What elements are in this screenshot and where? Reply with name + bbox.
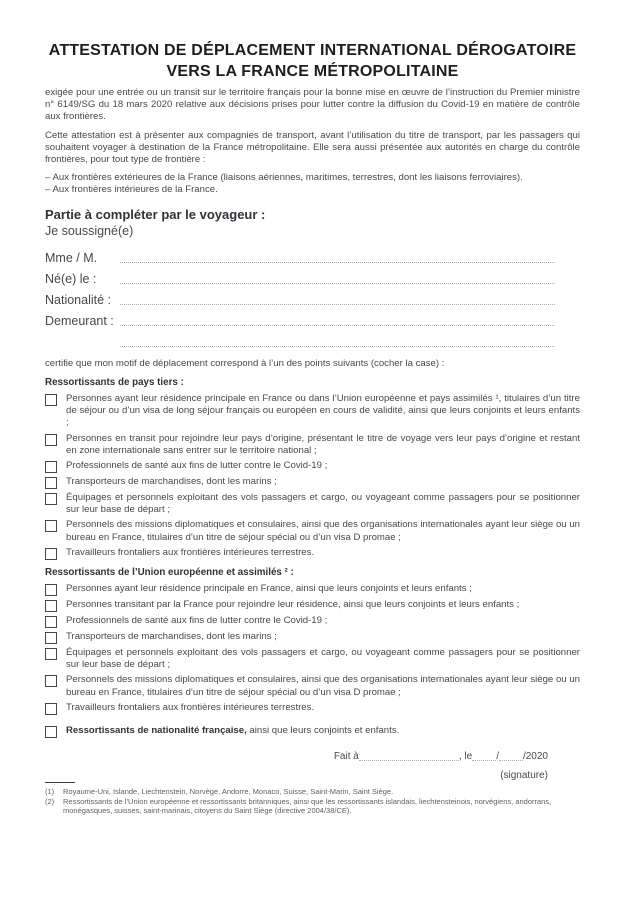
- checkbox-item: [45, 702, 580, 715]
- le-label: , le: [458, 750, 473, 762]
- checkbox-eu-residence[interactable]: [45, 584, 57, 596]
- address-field-input-line[interactable]: [120, 324, 555, 326]
- address-field-label: Demeurant :: [45, 313, 114, 328]
- field-row-nationality: [45, 287, 580, 308]
- checkbox-item: [45, 647, 580, 671]
- checkbox-item-label: Personnes transitant par la France pour rejoindre leur résidence, ainsi que leurs conjoints et leurs enfants ;: [66, 599, 520, 611]
- frontier-item-exterior: – Aux frontières extérieures de la France (liaisons aériennes, maritimes, terrestres, dont les liaisons ferroviaires).: [45, 172, 523, 184]
- frontier-item-interior: – Aux frontières intérieures de la France.: [45, 184, 218, 196]
- footnotes: [45, 782, 580, 816]
- french-nationals-bold-text: Ressortissants de nationalité française,: [66, 724, 247, 736]
- checkbox-item: [45, 599, 580, 612]
- checkbox-item: [45, 476, 580, 489]
- checkbox-item-label: Transporteurs de marchandises, dont les marins ;: [66, 631, 277, 643]
- year-label: /2020: [522, 750, 548, 762]
- traveler-fields: [45, 245, 580, 350]
- checkbox-item-label: Travailleurs frontaliers aux frontières intérieures terrestres.: [66, 701, 315, 713]
- checkbox-eu-diplomatic[interactable]: [45, 675, 57, 687]
- checkbox-item-label: Personnels des missions diplomatiques et consulaires, ainsi que des organisations internationales ayant leur siège ou un bureau en France, titulaires d’un titre de séjour spécial ou d’un visa D promae ;: [66, 674, 580, 698]
- checkbox-item-label: Équipages et personnels exploitant des vols passagers et cargo, ou voyageant comme passagers pour se positionner sur leur base de départ ;: [66, 647, 580, 671]
- birthdate-field-label: Né(e) le :: [45, 271, 97, 286]
- checkbox-eu-freight[interactable]: [45, 632, 57, 644]
- checkbox-item-label: Travailleurs frontaliers aux frontières intérieures terrestres.: [66, 546, 315, 558]
- frontier-list: [45, 172, 580, 196]
- checkbox-eu-health[interactable]: [45, 616, 57, 628]
- checkbox-item: [45, 460, 580, 473]
- intro-paragraph-2: Cette attestation est à présenter aux compagnies de transport, avant l’utilisation du titre de transport, par les passagers qui souhaitent voyager à destination de la France métropolitaine. Elle sera aussi présentée aux autorités en charge du contrôle frontières, pour tout type de frontière :: [45, 129, 580, 166]
- checkbox-item: [45, 615, 580, 628]
- document-title: [45, 40, 580, 82]
- nationality-field-label: Nationalité :: [45, 292, 112, 307]
- checkbox-third-country-transit[interactable]: [45, 434, 57, 446]
- document-title-line2: VERS LA FRANCE MÉTROPOLITAINE: [166, 63, 459, 80]
- name-field-label: Mme / M.: [45, 250, 98, 265]
- checkbox-item-label: Personnels des missions diplomatiques et consulaires, ainsi que des organisations internationales ayant leur siège ou un bureau en France, titulaires d’un titre de séjour spécial ou d’un visa D promae ;: [66, 519, 580, 543]
- signature-caption: (signature): [500, 769, 548, 781]
- place-input-line[interactable]: [359, 759, 459, 761]
- month-input-line[interactable]: [499, 759, 523, 761]
- checkbox-item: [45, 583, 580, 596]
- checkbox-third-country-diplomatic[interactable]: [45, 520, 57, 532]
- checkbox-item-label: Équipages et personnels exploitant des vols passagers et cargo, ou voyageant comme passagers pour se positionner sur leur base de départ ;: [66, 492, 580, 516]
- signature-date-row: [45, 750, 580, 764]
- checkbox-eu-border-workers[interactable]: [45, 703, 57, 715]
- soussigne-label: Je soussigné(e): [45, 223, 134, 238]
- checkbox-item: [45, 674, 580, 698]
- checkbox-third-country-crew[interactable]: [45, 493, 57, 505]
- checkbox-eu-transit[interactable]: [45, 600, 57, 612]
- certify-statement: certifie que mon motif de déplacement correspond à l’un des points suivants (cocher la case) :: [45, 357, 445, 369]
- checkbox-item: [45, 492, 580, 516]
- intro-paragraph-1: exigée pour une entrée ou un transit sur le territoire français pour la bonne mise en œuvre de l’instruction du Premier ministre n° 6149/SG du 18 mars 2020 relative aux décisions prises pour lutter contre la diffusion du Covid-19 en matière de contrôle aux frontières.: [45, 87, 580, 123]
- footnote-divider: [45, 782, 75, 783]
- footnote-1-text: Royaume-Uni, Islande, Liechtenstein, Norvège, Andorre, Monaco, Suisse, Saint-Marin, Saint Siège.: [63, 787, 394, 796]
- checkbox-third-country-border-workers[interactable]: [45, 548, 57, 560]
- checkbox-eu-crew[interactable]: [45, 648, 57, 660]
- field-row-name: [45, 245, 580, 266]
- checkbox-french-nationals[interactable]: [45, 726, 57, 738]
- field-row-address: [45, 308, 580, 329]
- fait-a-label: Fait à: [333, 750, 359, 762]
- traveler-section-heading: Partie à compléter par le voyageur :: [45, 206, 266, 222]
- checkbox-item: [45, 433, 580, 457]
- footnote-2-text: Ressortissants de l’Union européenne et ressortissants britanniques, ainsi que les ressortissants islandais, liechtensteinois, norvégiens, andorrans, monégasques, suisses, saint-marinais, citoyens du Saint Siège (directive 2004/38/CE).: [63, 796, 552, 816]
- field-row-address-2: [45, 329, 580, 350]
- name-field-input-line[interactable]: [120, 261, 555, 263]
- checkbox-item-french-nationals: [45, 725, 580, 738]
- footnote-1-number: (1): [45, 787, 55, 796]
- date-slash: /: [496, 750, 499, 762]
- checkbox-item-label: [66, 725, 580, 738]
- birthdate-field-input-line[interactable]: [120, 282, 555, 284]
- checkbox-item-label: Personnes ayant leur résidence principale en France, ainsi que leurs conjoints et leurs enfants ;: [66, 583, 472, 595]
- footnote-2: [45, 797, 580, 816]
- checkbox-item: [45, 547, 580, 560]
- nationality-field-input-line[interactable]: [120, 303, 555, 305]
- eu-heading: Ressortissants de l’Union européenne et assimilés ² :: [45, 566, 294, 578]
- footnote-2-number: (2): [45, 796, 55, 806]
- checkbox-item-label: Personnes en transit pour rejoindre leur pays d’origine, présentant le titre de voyage vers leur pays d’origine et restant en zone internationale sans entrer sur le territoire national ;: [66, 432, 580, 456]
- checkbox-item-label: Personnes ayant leur résidence principale en France ou dans l’Union européenne et pays assimilés ¹, titulaires d’un titre de séjour ou d’un visa de long séjour français ou européen en cours de validité, ainsi que leurs conjoints et leurs enfants ;: [66, 393, 580, 429]
- checkbox-item: [45, 519, 580, 543]
- checkbox-item-label: Professionnels de santé aux fins de lutter contre le Covid-19 ;: [66, 460, 328, 472]
- checkbox-third-country-residence[interactable]: [45, 394, 57, 406]
- french-nationals-rest-text: ainsi que leurs conjoints et enfants.: [246, 724, 400, 736]
- checkbox-third-country-health[interactable]: [45, 461, 57, 473]
- document-title-line1: ATTESTATION DE DÉPLACEMENT INTERNATIONAL DÉROGATOIRE: [48, 42, 577, 59]
- checkbox-third-country-freight[interactable]: [45, 477, 57, 489]
- checkbox-item-label: Transporteurs de marchandises, dont les marins ;: [66, 476, 277, 488]
- address-field-input-line-2[interactable]: [120, 345, 555, 347]
- third-country-heading: Ressortissants de pays tiers :: [45, 376, 184, 388]
- day-input-line[interactable]: [472, 759, 496, 761]
- checkbox-item-label: Professionnels de santé aux fins de lutter contre le Covid-19 ;: [66, 615, 328, 627]
- checkbox-item: [45, 393, 580, 430]
- checkbox-item: [45, 631, 580, 644]
- field-row-birthdate: [45, 266, 580, 287]
- footnote-1: [45, 787, 580, 797]
